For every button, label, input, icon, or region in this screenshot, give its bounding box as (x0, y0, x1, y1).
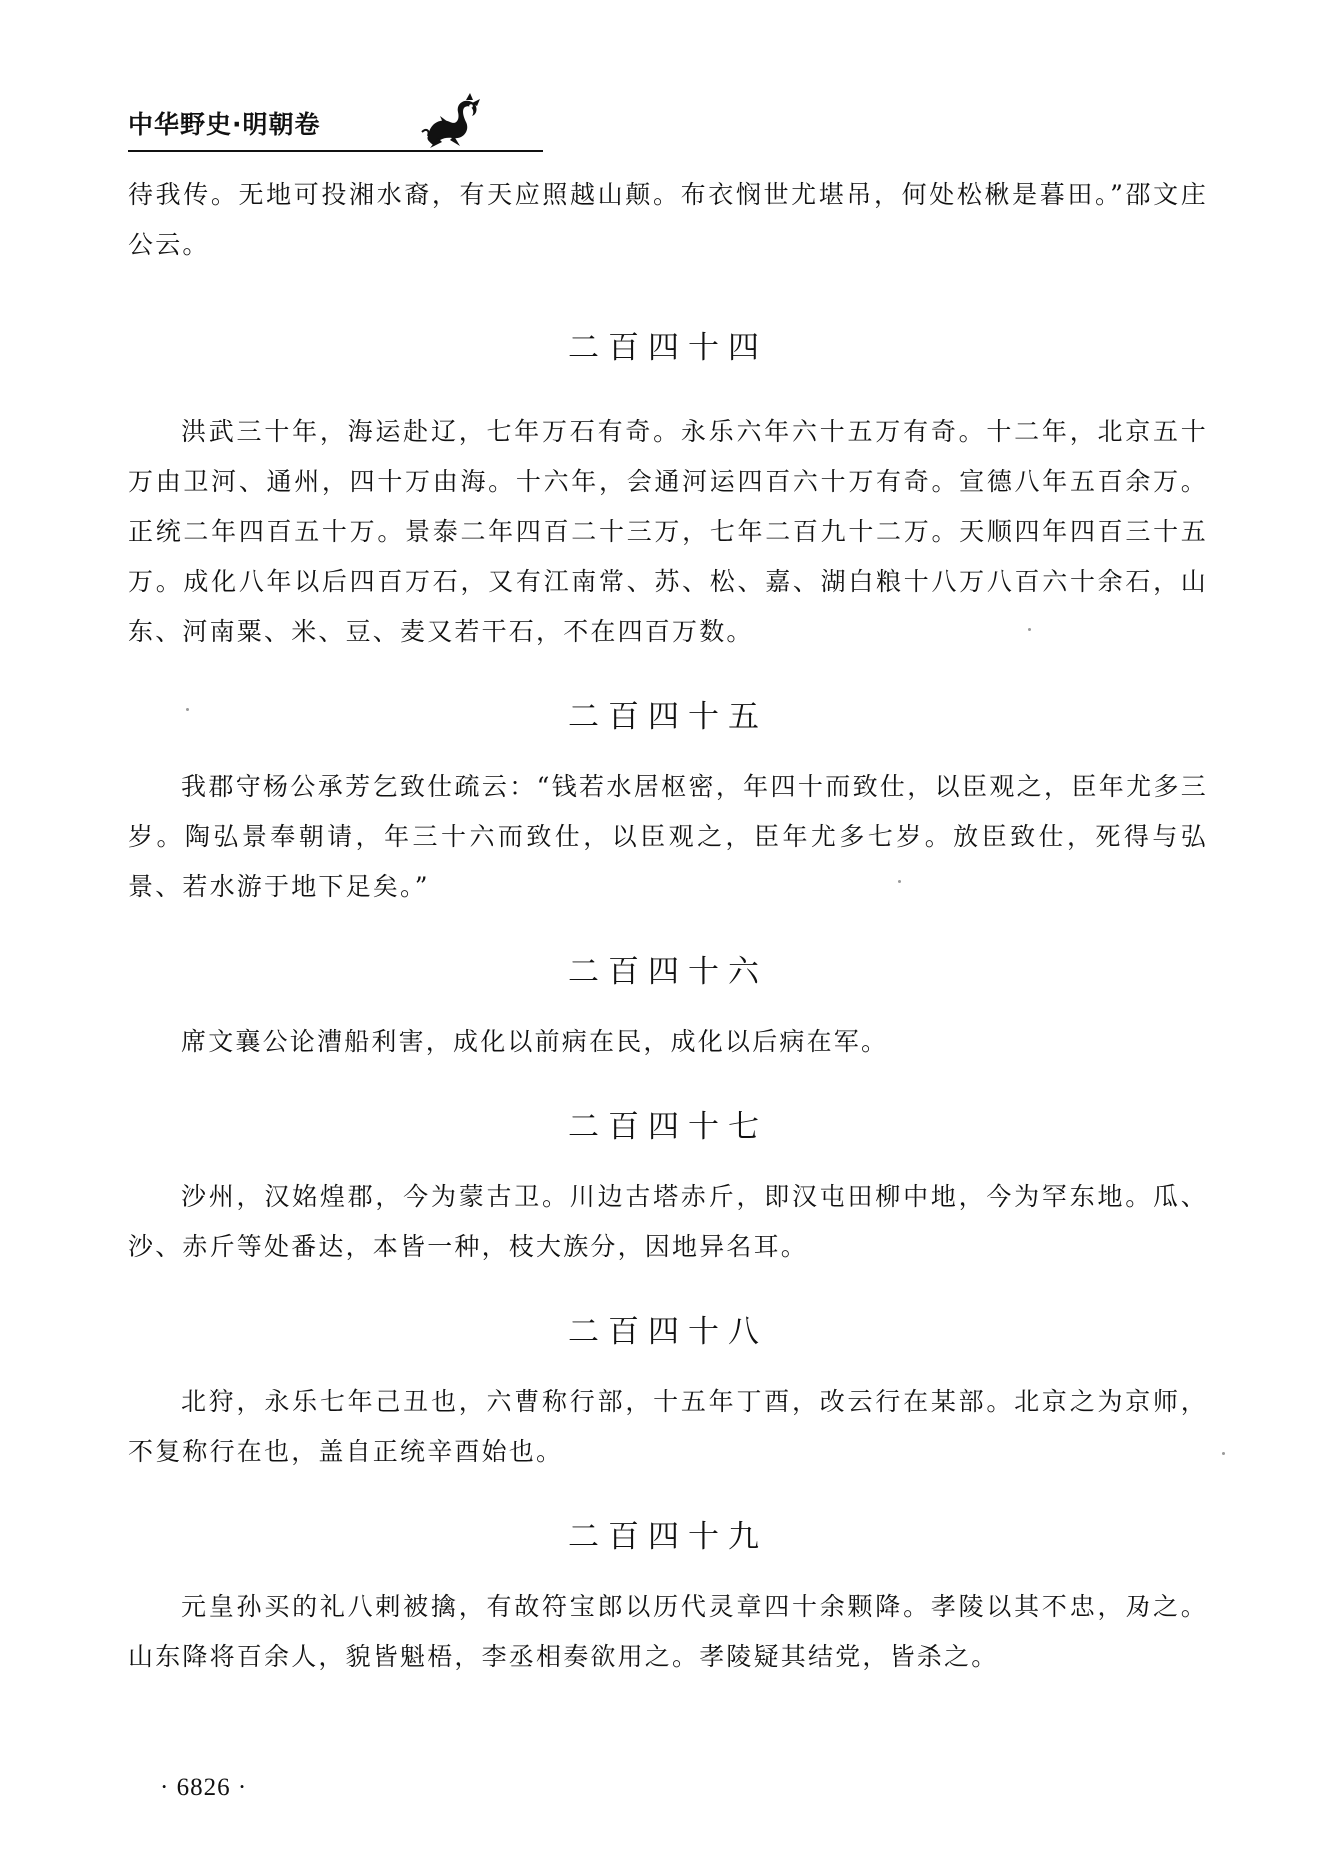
section-heading-244: 二百四十四 (568, 330, 768, 366)
continuation-paragraph: 待我传。无地可投湘水裔，有天应照越山颠。布衣悯世尤堪吊，何处松楸是暮田。”邵文庄公云。 (128, 180, 1208, 259)
section-heading-249: 二百四十九 (568, 1519, 768, 1555)
section-paragraph-244: 洪武三十年，海运赴辽，七年万石有奇。永乐六年六十五万有奇。十二年，北京五十万由卫河、通州，四十万由海。十六年，会通河运四百六十万有奇。宣德八年五百余万。正统二年四百五十万。景泰二年四百二十三万，七年二百九十二万。天顺四年四百三十五万。成化八年以后四百万石，又有江南常、苏、松、嘉、湖白粮十八万八百六十余石，山东、河南粟、米、豆、麦又若干石，不在四百万数。 (128, 417, 1208, 646)
section-paragraph-249: 元皇孙买的礼八剌被擒，有故符宝郎以历代灵章四十余颗降。孝陵以其不忠，夃之。山东降将百余人，貌皆魁梧，李丞相奏欲用之。孝陵疑其结党，皆杀之。 (128, 1592, 1208, 1671)
section-heading-245: 二百四十五 (568, 699, 768, 735)
section-heading-246: 二百四十六 (568, 954, 768, 990)
section-paragraph-247: 沙州，汉姳煌郡，今为蒙古卫。川边古塔赤斤，即汉屯田柳中地，今为罕东地。瓜、沙、赤斤等处番达，本皆一种，枝大族分，因地异名耳。 (128, 1182, 1208, 1261)
section-heading-248: 二百四十八 (568, 1314, 768, 1350)
section-paragraph-246: 席文襄公论漕船利害，成化以前病在民，成化以后病在军。 (181, 1027, 889, 1056)
page-number: · 6826 · (160, 1774, 248, 1801)
header-rule (128, 150, 543, 152)
scan-speck (186, 708, 189, 711)
section-paragraph-245: 我郡守杨公承芳乞致仕疏云：“钱若水居枢密，年四十而致仕，以臣观之，臣年尤多三岁。陶弘景奉朝请，年三十六而致仕，以臣观之，臣年尤多七岁。放臣致仕，死得与弘景、若水游于地下足矣。” (128, 772, 1208, 901)
section-heading-247: 二百四十七 (568, 1109, 768, 1145)
section-paragraph-248: 北狩，永乐七年己丑也，六曹称行部，十五年丁酉，改云行在某部。北京之为京师，不复称行在也，盖自正统辛酉始也。 (128, 1387, 1208, 1466)
page-body (128, 170, 1208, 1682)
dragon-icon (420, 92, 482, 150)
running-header (128, 108, 543, 156)
book-title: 中华野史·明朝卷 (128, 110, 321, 139)
scan-speck (1222, 1452, 1225, 1455)
scan-speck (898, 880, 901, 883)
scan-speck (1028, 628, 1031, 631)
